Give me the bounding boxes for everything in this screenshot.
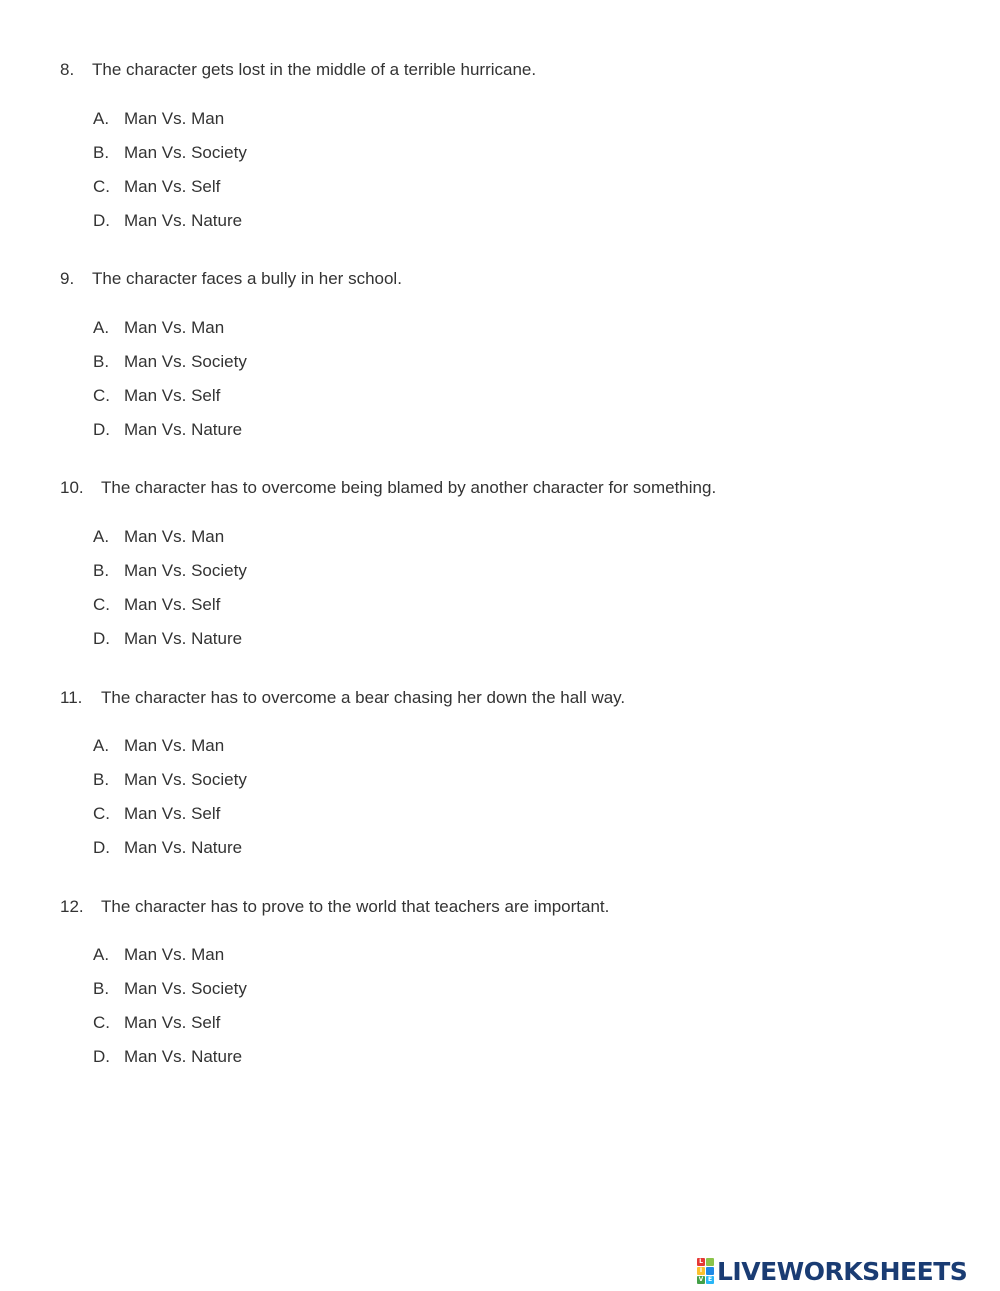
option-letter: D. <box>93 838 110 857</box>
option-text: Man Vs. Man <box>124 318 225 337</box>
option-letter: B. <box>93 352 110 371</box>
option-text: Man Vs. Self <box>124 1013 221 1032</box>
option-b[interactable] <box>93 143 247 163</box>
question-9 <box>60 269 402 289</box>
option-b[interactable] <box>93 979 247 999</box>
option-letter: C. <box>93 804 110 823</box>
question-number: 9. <box>60 269 75 288</box>
option-text: Man Vs. Society <box>124 143 247 162</box>
option-text: Man Vs. Man <box>124 527 225 546</box>
liveworksheets-logo-icon <box>697 1258 714 1284</box>
question-text: The character has to overcome a bear chasing her down the hall way. <box>101 688 626 707</box>
option-d[interactable] <box>93 629 242 649</box>
question-text: The character has to prove to the world that teachers are important. <box>101 897 610 916</box>
option-letter: A. <box>93 109 110 128</box>
logo-block-icon: L <box>697 1258 705 1266</box>
question-number: 10. <box>60 478 84 497</box>
option-c[interactable] <box>93 1013 220 1033</box>
logo-block-icon: I <box>697 1267 705 1275</box>
question-text: The character faces a bully in her school. <box>92 269 402 288</box>
question-number: 11. <box>60 688 83 707</box>
option-letter: B. <box>93 561 110 580</box>
option-a[interactable] <box>93 109 224 129</box>
option-b[interactable] <box>93 770 247 790</box>
option-letter: D. <box>93 629 110 648</box>
logo-block-icon <box>706 1258 714 1266</box>
option-letter: C. <box>93 177 110 196</box>
option-c[interactable] <box>93 177 220 197</box>
option-letter: A. <box>93 945 110 964</box>
question-number: 8. <box>60 60 75 79</box>
option-text: Man Vs. Self <box>124 595 221 614</box>
option-text: Man Vs. Nature <box>124 629 243 648</box>
option-d[interactable] <box>93 211 242 231</box>
question-10 <box>60 478 716 498</box>
option-text: Man Vs. Society <box>124 352 247 371</box>
option-text: Man Vs. Man <box>124 945 225 964</box>
option-letter: D. <box>93 420 110 439</box>
option-b[interactable] <box>93 352 247 372</box>
option-c[interactable] <box>93 595 220 615</box>
option-letter: D. <box>93 1047 110 1066</box>
option-text: Man Vs. Nature <box>124 420 243 439</box>
logo-block-icon <box>706 1267 714 1275</box>
option-text: Man Vs. Man <box>124 109 225 128</box>
option-text: Man Vs. Self <box>124 386 221 405</box>
option-d[interactable] <box>93 1047 242 1067</box>
question-12 <box>60 897 609 917</box>
option-text: Man Vs. Society <box>124 770 247 789</box>
option-a[interactable] <box>93 318 224 338</box>
option-text: Man Vs. Self <box>124 804 221 823</box>
option-text: Man Vs. Man <box>124 736 225 755</box>
option-letter: B. <box>93 979 110 998</box>
question-number: 12. <box>60 897 84 916</box>
option-text: Man Vs. Society <box>124 561 247 580</box>
option-d[interactable] <box>93 838 242 858</box>
logo-block-icon: V <box>698 1276 704 1283</box>
option-text: Man Vs. Nature <box>124 838 243 857</box>
option-text: Man Vs. Society <box>124 979 247 998</box>
option-letter: C. <box>93 1013 110 1032</box>
option-text: Man Vs. Nature <box>124 1047 243 1066</box>
option-letter: D. <box>93 211 110 230</box>
question-text: The character has to overcome being blamed by another character for something. <box>101 478 717 497</box>
option-a[interactable] <box>93 945 224 965</box>
option-text: Man Vs. Self <box>124 177 221 196</box>
option-letter: B. <box>93 770 110 789</box>
option-letter: A. <box>93 736 110 755</box>
option-letter: A. <box>93 318 110 337</box>
liveworksheets-logo[interactable] <box>697 1256 967 1286</box>
logo-text: LIVEWORKSHEETS <box>717 1256 968 1286</box>
option-c[interactable] <box>93 804 220 824</box>
option-letter: A. <box>93 527 110 546</box>
option-b[interactable] <box>93 561 247 581</box>
option-letter: C. <box>93 386 110 405</box>
question-8 <box>60 60 536 80</box>
option-letter: C. <box>93 595 110 614</box>
option-c[interactable] <box>93 386 220 406</box>
option-letter: B. <box>93 143 110 162</box>
logo-block-icon: E <box>707 1276 713 1283</box>
question-text: The character gets lost in the middle of a terrible hurricane. <box>92 60 537 79</box>
option-a[interactable] <box>93 736 224 756</box>
option-text: Man Vs. Nature <box>124 211 243 230</box>
option-d[interactable] <box>93 420 242 440</box>
option-a[interactable] <box>93 527 224 547</box>
question-11 <box>60 688 625 708</box>
